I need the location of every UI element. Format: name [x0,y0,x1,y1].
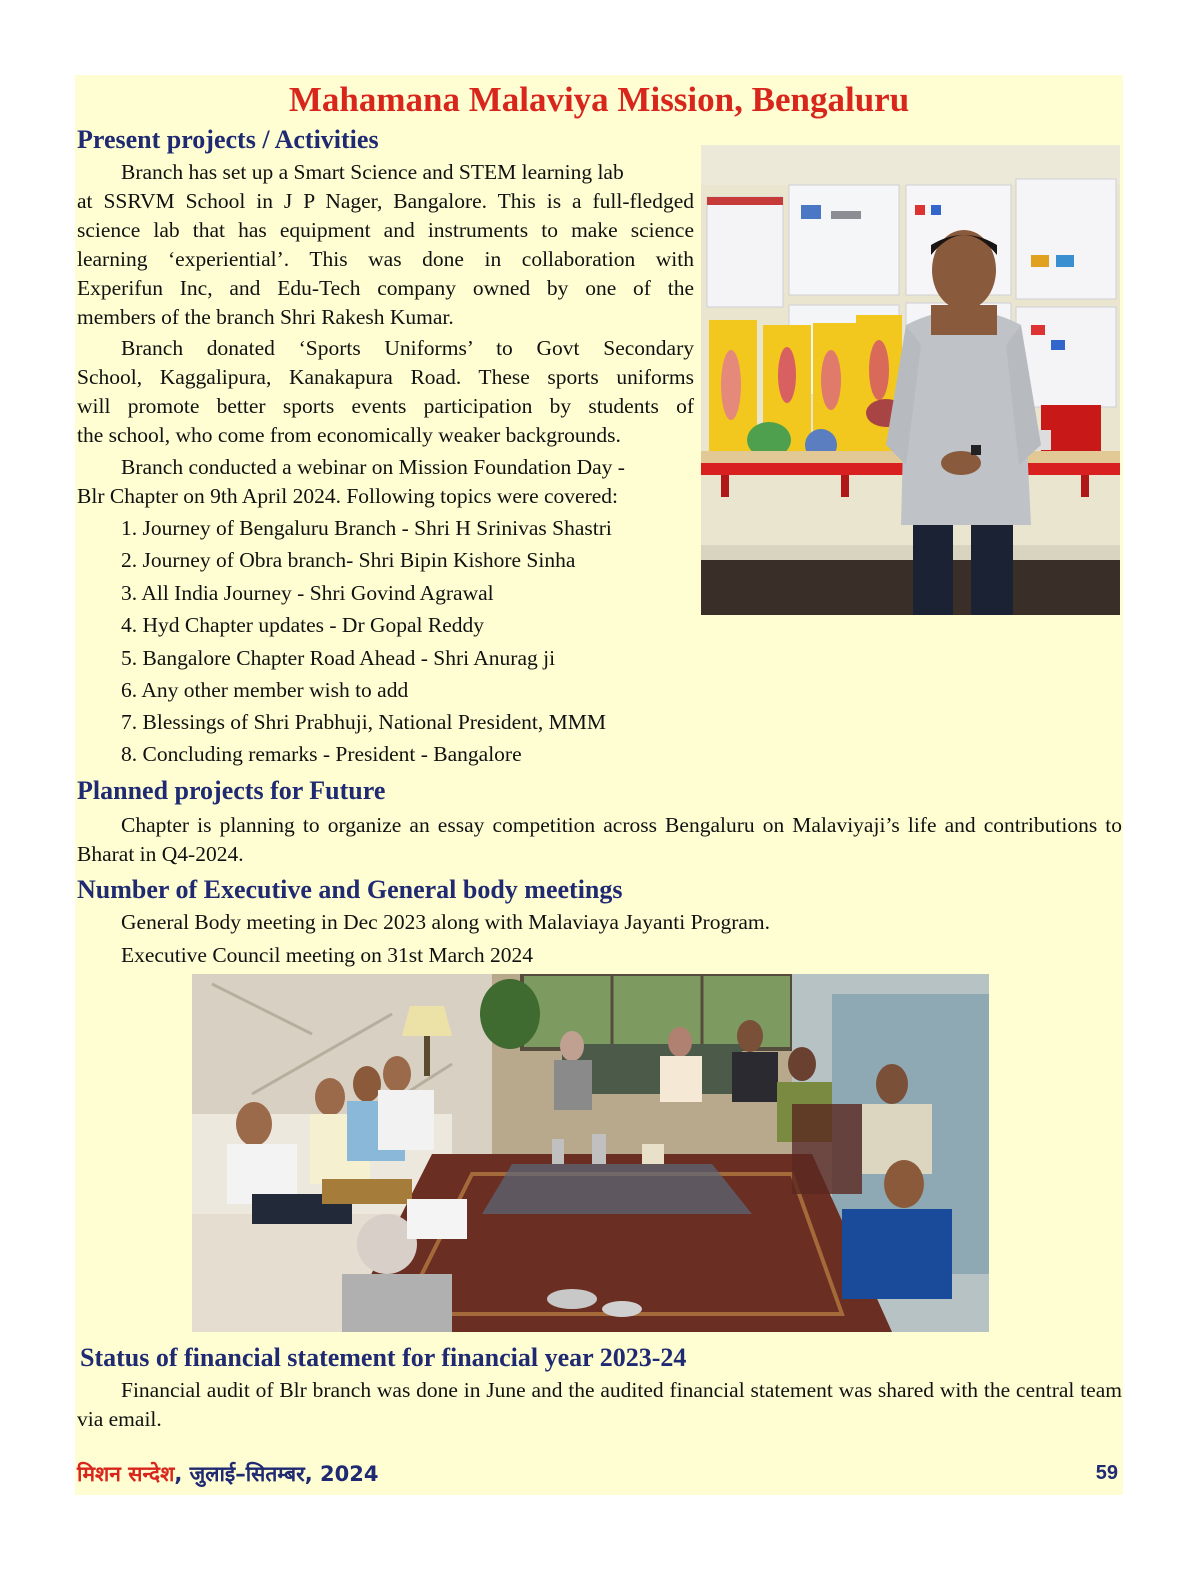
text-line: science lab that has equipment and instruments to make science [77,218,694,242]
footer-issue-date: , जुलाई–सितम्बर, 2024 [174,1462,379,1486]
footer-publication [77,1460,378,1488]
heading-meetings: Number of Executive and General body meetings [77,875,623,904]
list-item: 7. Blessings of Shri Prabhuji, National President, MMM [121,710,606,734]
heading-present-projects: Present projects / Activities [77,125,379,154]
paragraph-essay-competition: Chapter is planning to organize an essay competition across Bengaluru on Malaviyaji’s life and contributions to Bharat in Q4-2024. [77,813,1122,866]
list-item: 2. Journey of Obra branch- Shri Bipin Kishore Sinha [121,548,576,572]
page-title: Mahamana Malaviya Mission, Bengaluru [288,80,910,119]
text-general-body-meeting: General Body meeting in Dec 2023 along with Malaviaya Jayanti Program. [121,910,771,934]
text-executive-council-meeting: Executive Council meeting on 31st March 2024 [121,943,533,967]
text-line: the school, who come from economically weaker backgrounds. [77,423,621,447]
list-item: 1. Journey of Bengaluru Branch - Shri H Srinivas Shastri [121,516,612,540]
text-line: will promote better sports events participation by students of [77,394,694,418]
text-line: Blr Chapter on 9th April 2024. Following topics were covered: [77,484,618,508]
heading-financial-statement: Status of financial statement for financial year 2023-24 [80,1343,687,1372]
photo-stem-lab [701,145,1120,615]
page-number: 59 [1095,1462,1118,1484]
list-item: 5. Bangalore Chapter Road Ahead - Shri Anurag ji [121,646,556,670]
text-line: Branch has set up a Smart Science and STEM learning lab [121,160,624,184]
list-item: 3. All India Journey - Shri Govind Agrawal [121,581,494,605]
list-item: 4. Hyd Chapter updates - Dr Gopal Reddy [121,613,485,637]
text-line: members of the branch Shri Rakesh Kumar. [77,305,454,329]
list-item: 6. Any other member wish to add [121,678,409,702]
text-line: School, Kaggalipura, Kanakapura Road. These sports uniforms [77,365,694,389]
text-line: at SSRVM School in J P Nager, Bangalore. This is a full-fledged [77,189,694,213]
text-line: Experifun Inc, and Edu-Tech company owned by one of the [77,276,694,300]
text-line: Branch donated ‘Sports Uniforms’ to Govt Secondary [121,336,694,360]
list-item: 8. Concluding remarks - President - Bangalore [121,742,522,766]
photo-meeting [192,974,989,1332]
paragraph-financial-audit: Financial audit of Blr branch was done in June and the audited financial statement was shared with the central team via email. [77,1378,1122,1431]
heading-planned-projects: Planned projects for Future [77,776,386,805]
footer-publication-name: मिशन सन्देश [77,1462,175,1486]
text-line: Branch conducted a webinar on Mission Foundation Day - [121,455,625,479]
text-line: learning ‘experiential’. This was done in collaboration with [77,247,694,271]
